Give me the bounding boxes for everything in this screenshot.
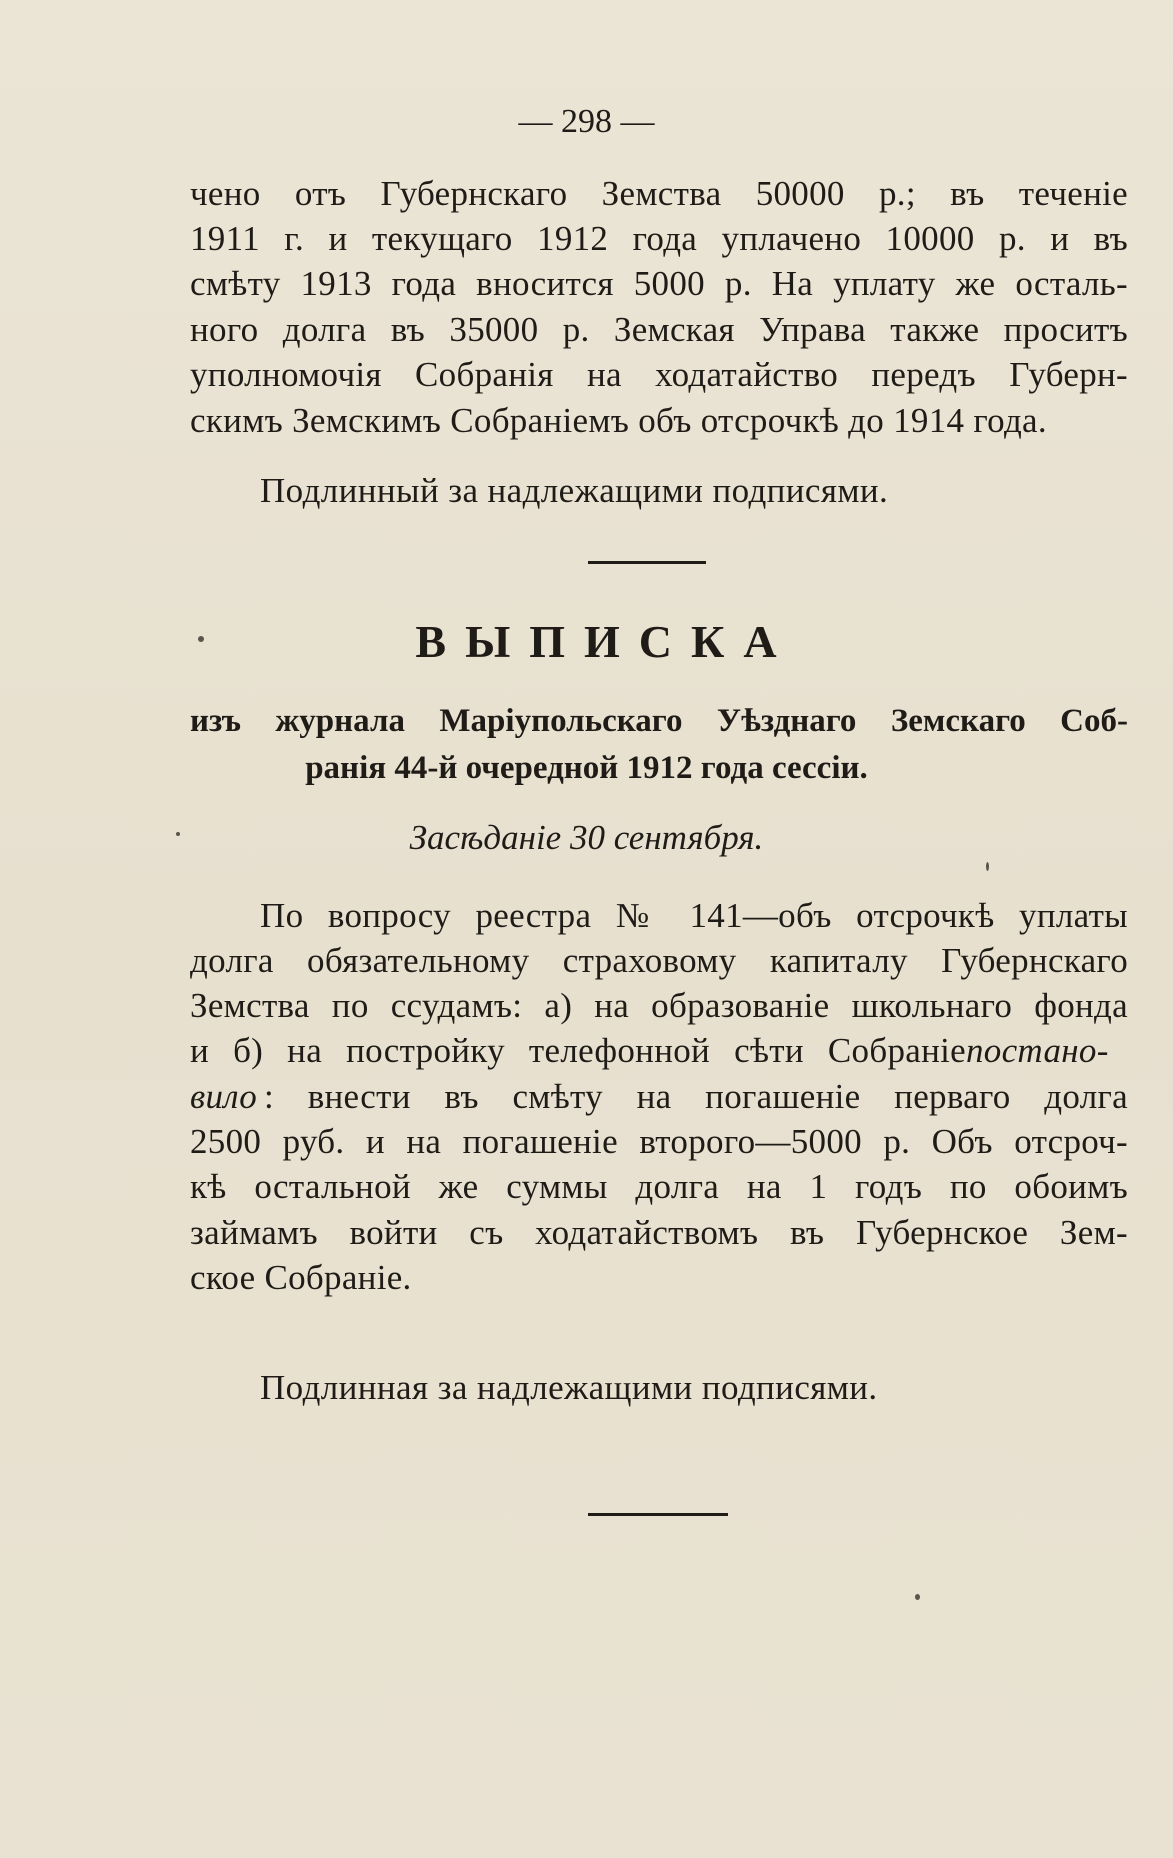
signature-note: Подлинная за надлежащими подписями. [260, 1368, 878, 1407]
emphasis-text: вило [190, 1077, 258, 1116]
section-divider [588, 1513, 728, 1516]
text-line: По вопросу реестра № 141—объ отсрочкѣ уплаты [260, 896, 1128, 935]
section-title: ВЫПИСКА [415, 616, 796, 667]
text-line: уполномочія Собранія на ходатайство передъ Губерн- [190, 355, 1128, 394]
page-number: — 298 — [518, 103, 655, 140]
text-line: Земства по ссудамъ: а) на образованіе школьнаго фонда [190, 986, 1128, 1025]
section-divider [588, 561, 706, 564]
text-line: ного долга въ 35000 р. Земская Управа также проситъ [190, 310, 1128, 349]
text-line: скимъ Земскимъ Собраніемъ объ отсрочкѣ до 1914 года. [190, 401, 1047, 440]
print-speck [176, 832, 180, 836]
text-line: 2500 руб. и на погашеніе второго—5000 р. Объ отсроч- [190, 1122, 1128, 1161]
text-line [190, 1027, 1128, 1075]
text-line: смѣту 1913 года вносится 5000 р. На уплату же осталь- [190, 264, 1128, 303]
print-speck [198, 636, 204, 642]
text-segment: : внести въ смѣту на погашеніе перваго долга [264, 1077, 1128, 1116]
text-line: 1911 г. и текущаго 1912 года уплачено 10000 р. и въ [190, 219, 1128, 258]
signature-note: Подлинный за надлежащими подписями. [260, 471, 889, 510]
text-segment: и б) на постройку телефонной сѣти Собраніе [190, 1031, 966, 1070]
session-date: Засѣданіе 30 сентября. [409, 818, 764, 857]
text-line: ское Собраніе. [190, 1258, 412, 1297]
text-line: займамъ войти съ ходатайствомъ въ Губернское Зем- [190, 1213, 1128, 1252]
extract-subtitle-line: изъ журнала Маріупольскаго Уѣзднаго Земскаго Соб- [190, 703, 1128, 739]
text-line: долга обязательному страховому капиталу Губернскаго [190, 941, 1128, 980]
print-speck [986, 862, 989, 871]
text-line [190, 1073, 1128, 1121]
text-line: чено отъ Губернскаго Земства 50000 р.; въ теченіе [190, 174, 1128, 213]
text-line: кѣ остальной же суммы долга на 1 годъ по обоимъ [190, 1167, 1128, 1206]
extract-subtitle-line: ранія 44-й очередной 1912 года сессіи. [305, 750, 868, 786]
print-speck [915, 1594, 920, 1600]
emphasis-text: постано- [966, 1031, 1109, 1070]
